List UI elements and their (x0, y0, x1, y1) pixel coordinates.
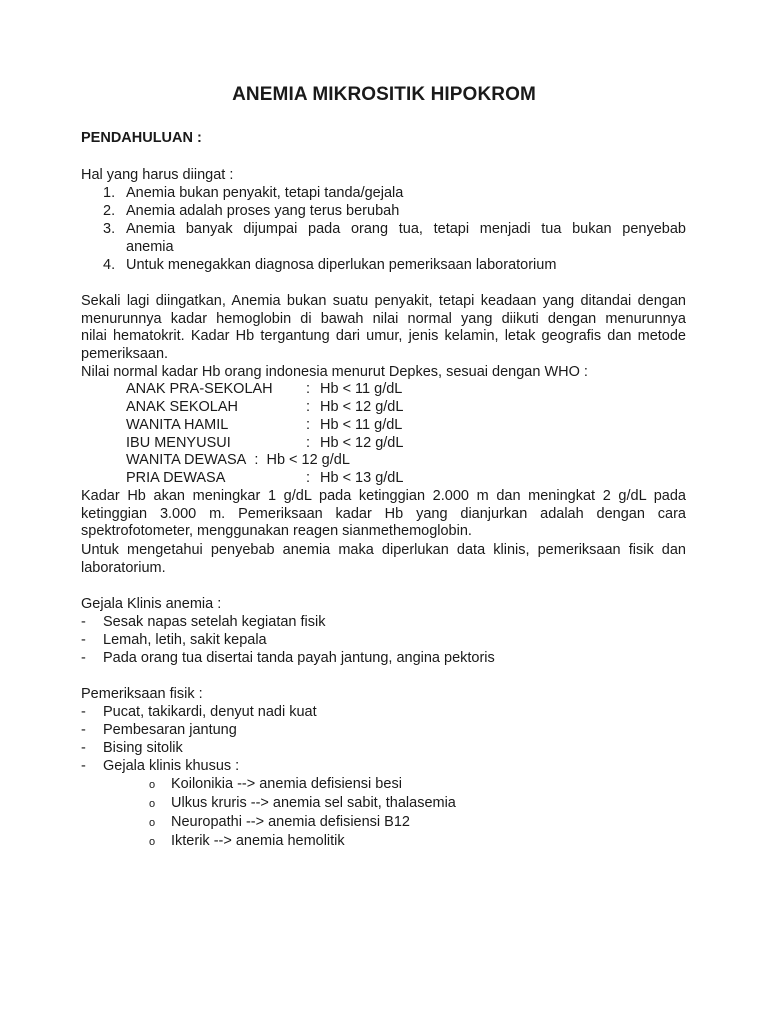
list-item-text: Pembesaran jantung (103, 722, 237, 738)
group-name: ANAK SEKOLAH (126, 399, 239, 415)
sub-list-item-text: Neuropathi --> anemia defisiensi B12 (171, 814, 410, 830)
list-item-text: Gejala klinis khusus : (103, 758, 240, 774)
normal-value-row (126, 399, 403, 417)
sub-list-item-text: Ikterik --> anemia hemolitik (171, 833, 345, 849)
circle-bullet-icon: o (149, 798, 156, 810)
separator: : (306, 435, 311, 451)
item-number: 1. (103, 185, 116, 201)
list-item-text: Pada orang tua disertai tanda payah jantung, angina pektoris (103, 650, 495, 666)
circle-bullet-icon: o (149, 779, 156, 791)
paragraph-line: laboratorium. (81, 559, 166, 576)
item-number: 4. (103, 257, 116, 273)
hb-value: Hb < 12 g/dL (320, 435, 404, 451)
normal-value-row (126, 381, 402, 399)
item-text: Anemia banyak dijumpai pada orang tua, tetapi menjadi tua bukan penyebab (126, 221, 686, 237)
group-name: PRIA DEWASA (126, 470, 226, 486)
normal-value-row (126, 470, 403, 488)
paragraph-line: menurunnya kadar hemoglobin di bawah nilai normal yang diikuti dengan menurunnya (81, 310, 686, 327)
paragraph (81, 488, 686, 541)
paragraph-line: spektrofotometer, menggunakan reagen sianmethemoglobin. (81, 523, 472, 540)
paragraph-line: ketinggian 3.000 m. Pemeriksaan kadar Hb yang dianjurkan adalah dengan cara (81, 505, 686, 522)
intro-label: Hal yang harus diingat : (81, 167, 234, 183)
section-heading: PENDAHULUAN : (81, 130, 202, 146)
dash-marker: - (81, 704, 86, 720)
paragraph-line: Kadar Hb akan meningkar 1 g/dL pada ketinggian 2.000 m dan meningkat 2 g/dL pada (81, 488, 686, 504)
exam-label: Pemeriksaan fisik : (81, 686, 203, 702)
normal-value-row (126, 435, 403, 453)
list-item-text: Bising sitolik (103, 740, 183, 756)
list-item-text: Sesak napas setelah kegiatan fisik (103, 614, 326, 630)
paragraph-line: nilai hematokrit. Kadar Hb tergantung dari umur, jenis kelamin, letak geografis dan metode (81, 328, 686, 345)
paragraph-line: Untuk mengetahui penyebab anemia maka diperlukan data klinis, pemeriksaan fisik dan (81, 542, 686, 558)
sub-list-item (149, 795, 456, 814)
symptoms-label: Gejala Klinis anemia : (81, 596, 222, 612)
dash-marker: - (81, 722, 86, 738)
paragraph (81, 542, 686, 577)
list-item (81, 758, 239, 776)
item-text: Anemia bukan penyakit, tetapi tanda/gejala (126, 185, 404, 201)
list-item (81, 614, 325, 632)
list-item-text: Lemah, letih, sakit kepala (103, 632, 267, 648)
hb-value: Hb < 12 g/dL (320, 399, 404, 415)
separator: : (306, 381, 311, 397)
sub-list-item-text: Koilonikia --> anemia defisiensi besi (171, 776, 402, 792)
normal-value-row (126, 452, 350, 470)
separator: : (254, 452, 259, 468)
group-name: WANITA DEWASA (126, 452, 247, 468)
dash-marker: - (81, 758, 86, 774)
circle-bullet-icon: o (149, 817, 156, 829)
list-item (81, 632, 267, 650)
dash-marker: - (81, 740, 86, 756)
item-text: anemia (126, 238, 174, 255)
paragraph-line: pemeriksaan. (81, 345, 169, 362)
sub-list-item (149, 814, 410, 833)
list-item (81, 722, 237, 740)
group-name: WANITA HAMIL (126, 417, 229, 433)
circle-bullet-icon: o (149, 836, 156, 848)
separator: : (306, 399, 311, 415)
group-name: IBU MENYUSUI (126, 435, 231, 451)
separator: : (306, 417, 311, 433)
paragraph (81, 293, 686, 363)
hb-value: Hb < 12 g/dL (266, 452, 350, 468)
document-title: ANEMIA MIKROSITIK HIPOKROM (232, 84, 536, 105)
separator: : (306, 470, 311, 486)
hb-value: Hb < 11 g/dL (320, 417, 403, 433)
hb-value: Hb < 13 g/dL (320, 470, 404, 486)
normal-values-intro: Nilai normal kadar Hb orang indonesia menurut Depkes, sesuai dengan WHO : (81, 364, 588, 380)
item-text: Untuk menegakkan diagnosa diperlukan pemeriksaan laboratorium (126, 257, 557, 273)
dash-marker: - (81, 614, 86, 630)
paragraph-line: Sekali lagi diingatkan, Anemia bukan suatu penyakit, tetapi keadaan yang ditandai dengan (81, 293, 686, 309)
item-text: Anemia adalah proses yang terus berubah (126, 203, 400, 219)
sub-list-item (149, 833, 345, 852)
sub-list-item (149, 776, 402, 795)
item-number: 2. (103, 203, 116, 219)
list-item (81, 650, 495, 668)
list-item (81, 740, 183, 758)
group-name: ANAK PRA-SEKOLAH (126, 381, 273, 397)
item-number: 3. (103, 221, 116, 237)
hb-value: Hb < 11 g/dL (320, 381, 403, 397)
sub-list-item-text: Ulkus kruris --> anemia sel sabit, thalasemia (171, 795, 456, 811)
list-item (81, 704, 317, 722)
normal-value-row (126, 417, 402, 435)
list-item-text: Pucat, takikardi, denyut nadi kuat (103, 704, 317, 720)
dash-marker: - (81, 650, 86, 666)
dash-marker: - (81, 632, 86, 648)
